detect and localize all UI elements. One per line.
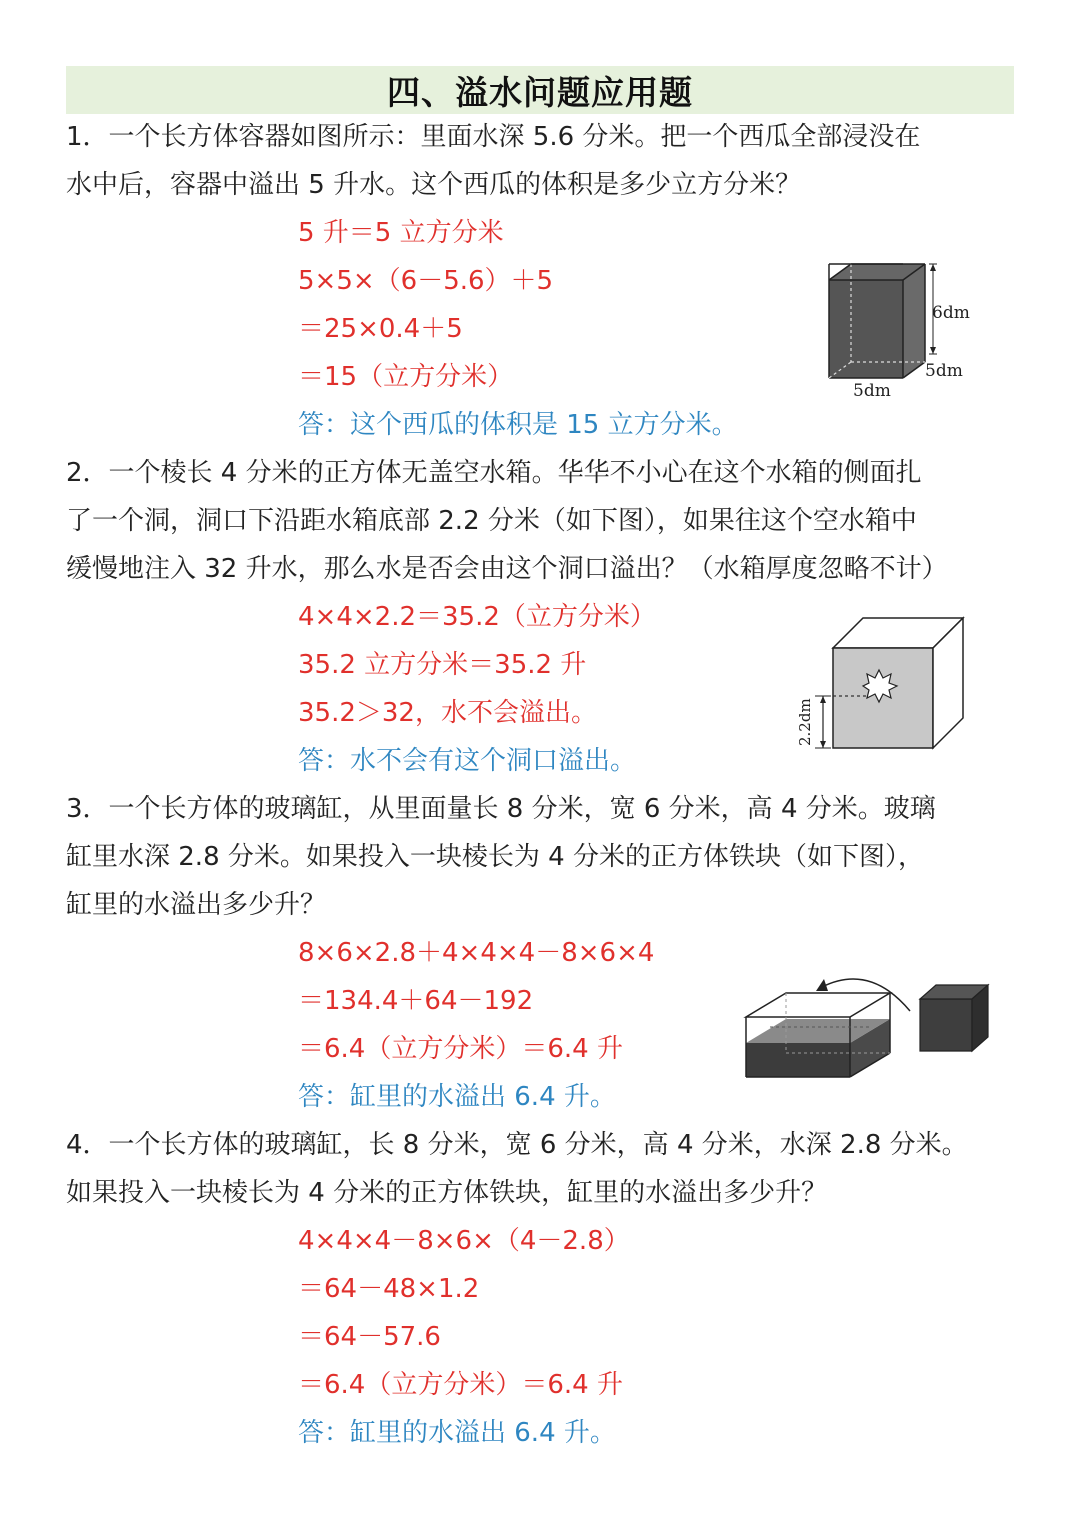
problem-1-step-4: ＝15（立方分米） bbox=[298, 362, 514, 392]
problem-1-line-2: 水中后，容器中溢出 5 升水。这个西瓜的体积是多少立方分米？ bbox=[66, 170, 802, 200]
tank-top-rim bbox=[746, 993, 890, 1017]
water-side-face bbox=[903, 264, 925, 378]
figure-1-depth-label: 5dm bbox=[925, 361, 963, 381]
figure-2-water-tank bbox=[785, 612, 970, 757]
problem-3-step-3: ＝6.4（立方分米）＝6.4 升 bbox=[298, 1034, 623, 1064]
problem-2-step-1: 4×4×2.2＝35.2（立方分米） bbox=[298, 602, 656, 632]
section-title-bar bbox=[66, 66, 1014, 114]
problem-2-line-2: 了一个洞，洞口下沿距水箱底部 2.2 分米（如下图），如果往这个空水箱中 bbox=[66, 506, 917, 536]
problem-3-line-2: 缸里水深 2.8 分米。如果投入一块棱长为 4 分米的正方体铁块（如下图）， bbox=[66, 842, 924, 872]
problem-1-step-1: 5 升＝5 立方分米 bbox=[298, 218, 504, 248]
water-front-face bbox=[746, 1043, 850, 1077]
problem-4-line-1: 4．一个长方体的玻璃缸，长 8 分米，宽 6 分米，高 4 分米，水深 2.8 分米。 bbox=[66, 1130, 968, 1160]
problem-3-step-1: 8×6×2.8＋4×4×4－8×6×4 bbox=[298, 938, 655, 968]
problem-2-answer: 答：水不会有这个洞口溢出。 bbox=[298, 746, 637, 776]
section-title: 四、溢水问题应用题 bbox=[387, 72, 693, 112]
figure-3-tank-and-cube bbox=[740, 965, 995, 1085]
tank-front-face bbox=[833, 648, 933, 748]
problem-4-answer: 答：缸里的水溢出 6.4 升。 bbox=[298, 1418, 616, 1448]
problem-2-line-1: 2．一个棱长 4 分米的正方体无盖空水箱。华华不小心在这个水箱的侧面扎 bbox=[66, 458, 922, 488]
problem-2-step-2: 35.2 立方分米＝35.2 升 bbox=[298, 650, 587, 680]
figure-1-container bbox=[815, 250, 985, 405]
problem-2-step-3: 35.2＞32，水不会溢出。 bbox=[298, 698, 597, 728]
problem-4-step-2: ＝64－48×1.2 bbox=[298, 1274, 480, 1304]
figure-1-height-label: 6dm bbox=[932, 303, 970, 323]
problem-2-line-3: 缓慢地注入 32 升水，那么水是否会由这个洞口溢出？（水箱厚度忽略不计） bbox=[66, 554, 948, 584]
problem-3-answer: 答：缸里的水溢出 6.4 升。 bbox=[298, 1082, 616, 1112]
problem-3-step-2: ＝134.4＋64－192 bbox=[298, 986, 534, 1016]
problem-1-answer: 答：这个西瓜的体积是 15 立方分米。 bbox=[298, 410, 738, 440]
water-front-face bbox=[829, 280, 903, 378]
problem-1-step-3: ＝25×0.4＋5 bbox=[298, 314, 463, 344]
arrow-curve bbox=[822, 979, 910, 1011]
problem-3-line-3: 缸里的水溢出多少升？ bbox=[66, 890, 327, 920]
problem-4-line-2: 如果投入一块棱长为 4 分米的正方体铁块，缸里的水溢出多少升？ bbox=[66, 1178, 828, 1208]
problem-4-step-4: ＝6.4（立方分米）＝6.4 升 bbox=[298, 1370, 623, 1400]
problem-1-step-2: 5×5×（6－5.6）＋5 bbox=[298, 266, 554, 296]
problem-1-line-1: 1．一个长方体容器如图所示：里面水深 5.6 分米。把一个西瓜全部浸没在 bbox=[66, 122, 921, 152]
figure-1-width-label: 5dm bbox=[853, 381, 891, 401]
problem-4-step-3: ＝64－57.6 bbox=[298, 1322, 441, 1352]
figure-2-hole-label: 2.2dm bbox=[796, 698, 814, 746]
cube-front-face bbox=[920, 999, 972, 1051]
problem-4-step-1: 4×4×4－8×6×（4－2.8） bbox=[298, 1226, 630, 1256]
problem-3-line-1: 3．一个长方体的玻璃缸，从里面量长 8 分米，宽 6 分米，高 4 分米。玻璃 bbox=[66, 794, 936, 824]
